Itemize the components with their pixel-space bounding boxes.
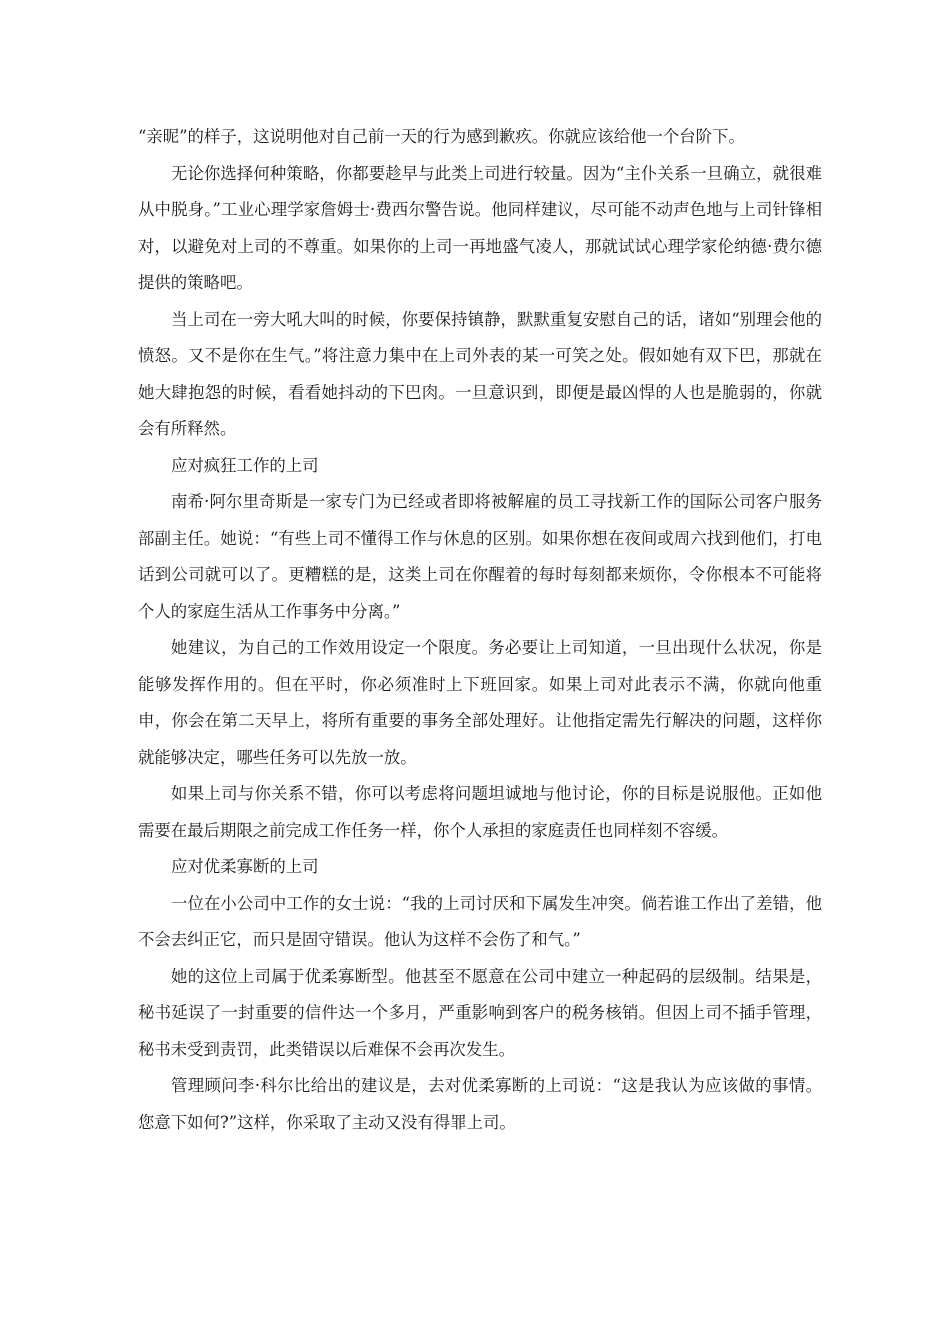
paragraph: 她的这位上司属于优柔寡断型。他甚至不愿意在公司中建立一种起码的层级制。结果是，秘书延误了一封重要的信件达一个多月，严重影响到客户的税务核销。但因上司不插手管理，秘书未受到责罚，此类错误以后难保不会再次发生。	[138, 966, 822, 1059]
paragraph: 当上司在一旁大吼大叫的时候，你要保持镇静，默默重复安慰自己的话，诸如“别理会他的愤怒。又不是你在生气。”将注意力集中在上司外表的某一可笑之处。假如她有双下巴，那就在她大肆抱怨的时候，看看她抖动的下巴肉。一旦意识到，即便是最凶悍的人也是脆弱的，你就会有所释然。	[138, 309, 822, 438]
paragraph: 无论你选择何种策略，你都要趁早与此类上司进行较量。因为“主仆关系一旦确立，就很难从中脱身。”工业心理学家詹姆士·费西尔警告说。他同样建议，尽可能不动声色地与上司针锋相对，以避免对上司的不尊重。如果你的上司一再地盛气凌人，那就试试心理学家伦纳德·费尔德提供的策略吧。	[138, 163, 822, 292]
paragraph: 一位在小公司中工作的女士说：“我的上司讨厌和下属发生冲突。倘若谁工作出了差错，他不会去纠正它，而只是固守错误。他认为这样不会伤了和气。”	[138, 893, 822, 949]
document-body	[138, 119, 822, 1141]
paragraph: 她建议，为自己的工作效用设定一个限度。务必要让上司知道，一旦出现什么状况，你是能够发挥作用的。但在平时，你必须准时上下班回家。如果上司对此表示不满，你就向他重申，你会在第二天早上，将所有重要的事务全部处理好。让他指定需先行解决的问题，这样你就能够决定，哪些任务可以先放一放。	[138, 638, 822, 767]
paragraph: “亲昵”的样子，这说明他对自己前一天的行为感到歉疚。你就应该给他一个台阶下。	[138, 127, 745, 146]
paragraph: 如果上司与你关系不错，你可以考虑将问题坦诚地与他讨论，你的目标是说服他。正如他需要在最后期限之前完成工作任务一样，你个人承担的家庭责任也同样刻不容缓。	[138, 784, 822, 840]
paragraph: 南希·阿尔里奇斯是一家专门为已经或者即将被解雇的员工寻找新工作的国际公司客户服务部副主任。她说：“有些上司不懂得工作与休息的区别。如果你想在夜间或周六找到他们，打电话到公司就可以了。更糟糕的是，这类上司在你醒着的每时每刻都来烦你，令你根本不可能将个人的家庭生活从工作事务中分离。”	[138, 492, 822, 621]
paragraph: 管理顾问李·科尔比给出的建议是，去对优柔寡断的上司说：“这是我认为应该做的事情。您意下如何?”这样，你采取了主动又没有得罪上司。	[138, 1076, 822, 1132]
section-heading: 应对疯狂工作的上司	[171, 455, 319, 475]
section-heading: 应对优柔寡断的上司	[171, 857, 319, 876]
